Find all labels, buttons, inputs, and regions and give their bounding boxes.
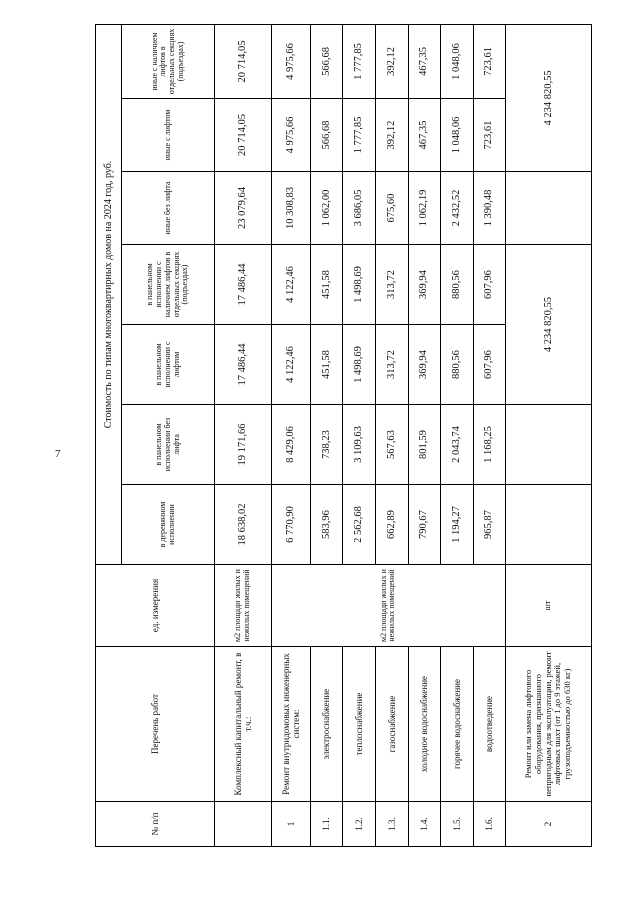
row-unit-group: м2 площади жилых и нежилых помещений	[271, 565, 505, 647]
cell-value: 662,89	[375, 485, 408, 565]
cell-value: 6 770,90	[271, 485, 310, 565]
row-work: газоснабжение	[375, 647, 408, 802]
rotated-table-area	[95, 25, 592, 847]
cell-value: 567,63	[375, 405, 408, 485]
cell-value: 566,68	[310, 24, 343, 98]
cell-value: 467,35	[408, 24, 441, 98]
row-unit: м2 площади жилых и нежилых помещений	[215, 565, 271, 647]
cell-value: 4 122,46	[271, 325, 310, 405]
cell-value: 4 122,46	[271, 245, 310, 325]
row-work: холодное водоснабжение	[408, 647, 441, 802]
header-unit: ед. измерения	[96, 565, 215, 647]
cell-value: 1 048,06	[441, 99, 474, 172]
subheader-other-no-lift: иные без лифта	[122, 172, 215, 245]
header-work: Перечень работ	[96, 647, 215, 802]
cell-value: 1 498,69	[343, 325, 376, 405]
cell-value: 2 562,68	[343, 485, 376, 565]
row-work: Комплексный капитальный ремонт, в т.ч.:	[215, 647, 271, 802]
row-work: горячее водоснабжение	[441, 647, 474, 802]
subheader-panel-no-lift: в панельном исполнении без лифта	[122, 405, 215, 485]
table-row	[473, 24, 506, 846]
cell-value: 1 048,06	[441, 24, 474, 98]
row-work: Ремонт внутридомовых инженерных систем:	[271, 647, 310, 802]
subheader-other-lift: иные с лифтом	[122, 99, 215, 172]
cell-value: 801,59	[408, 405, 441, 485]
cell-value: 8 429,06	[271, 405, 310, 485]
cell-value: 607,96	[473, 245, 506, 325]
cell-value: 17 486,44	[215, 245, 271, 325]
subheader-panel-lift: в панельном исполнении с лифтом	[122, 325, 215, 405]
cell-value: 880,56	[441, 245, 474, 325]
cell-value: 20 714,05	[215, 99, 271, 172]
cell-value: 2 043,74	[441, 405, 474, 485]
cell-value: 10 308,83	[271, 172, 310, 245]
cell-value: 1 168,25	[473, 405, 506, 485]
subheader-wooden: в деревянном исполнении	[122, 485, 215, 565]
row-num	[215, 802, 271, 847]
cell-value: 451,58	[310, 325, 343, 405]
row-num: 1.4.	[408, 802, 441, 847]
cell-value: 313,72	[375, 245, 408, 325]
cell-value: 451,58	[310, 245, 343, 325]
cell-value: 392,12	[375, 24, 408, 98]
cell-value: 566,68	[310, 99, 343, 172]
row-num: 1.2.	[343, 802, 376, 847]
cell-value: 313,72	[375, 325, 408, 405]
row-work: теплоснабжение	[343, 647, 376, 802]
cell-value: 3 109,63	[343, 405, 376, 485]
cell-value: 467,35	[408, 99, 441, 172]
table-row	[441, 24, 474, 846]
cell-value: 1 777,85	[343, 99, 376, 172]
row-num: 1.6.	[473, 802, 506, 847]
cell-value: 738,23	[310, 405, 343, 485]
row-work: Ремонт или замена лифтового оборудования, признанного непригодным для эксплуатации, ремонт лифтовых шахт (от 1 до 9 этажей, грузоподъемностью до 630 кг)	[506, 647, 592, 802]
cell-value: 392,12	[375, 99, 408, 172]
subheader-other-partial-lift: иные с наличием лифтов в отдельных секциях (подъездах)	[122, 24, 215, 98]
cell-value: 790,67	[408, 485, 441, 565]
row-work: электроснабжение	[310, 647, 343, 802]
subheader-panel-partial-lift: в панельном исполнении с наличием лифтов в отдельных секциях (подъездах)	[122, 245, 215, 325]
row-num: 2	[506, 802, 592, 847]
cell-value: 723,61	[473, 99, 506, 172]
table-row	[310, 24, 343, 846]
cost-table	[95, 24, 592, 847]
cell-value: 2 432,52	[441, 172, 474, 245]
cell-value: 18 638,02	[215, 485, 271, 565]
cell-value: 583,96	[310, 485, 343, 565]
cell-value: 23 079,64	[215, 172, 271, 245]
cell-value: 4 975,66	[271, 24, 310, 98]
cell-value: 20 714,05	[215, 24, 271, 98]
header-num: № п/п	[96, 802, 215, 847]
cell-value: 19 171,66	[215, 405, 271, 485]
cell-value	[506, 485, 592, 565]
cell-value: 675,60	[375, 172, 408, 245]
table-row	[408, 24, 441, 846]
row-unit: шт	[506, 565, 592, 647]
cell-value: 3 686,05	[343, 172, 376, 245]
table-row	[506, 24, 592, 846]
cell-value: 1 390,48	[473, 172, 506, 245]
cell-value: 1 777,85	[343, 24, 376, 98]
row-num: 1.1.	[310, 802, 343, 847]
page-number: 7	[55, 448, 61, 460]
cell-value: 1 498,69	[343, 245, 376, 325]
header-cost-caption: Стоимость по типам многоквартирных домов на 2024 год, руб.	[96, 24, 122, 564]
table-row	[215, 24, 271, 846]
cell-value: 17 486,44	[215, 325, 271, 405]
cell-value: 723,61	[473, 24, 506, 98]
cell-value	[506, 172, 592, 245]
row-num: 1.3.	[375, 802, 408, 847]
cell-value: 1 062,19	[408, 172, 441, 245]
cell-value: 1 194,27	[441, 485, 474, 565]
cell-value: 369,94	[408, 245, 441, 325]
cell-value-merged: 4 234 820,55	[506, 24, 592, 171]
row-num: 1.5.	[441, 802, 474, 847]
cell-value: 607,96	[473, 325, 506, 405]
row-num: 1	[271, 802, 310, 847]
cell-value: 4 975,66	[271, 99, 310, 172]
table-row	[343, 24, 376, 846]
cell-value: 880,56	[441, 325, 474, 405]
table-row	[271, 24, 310, 846]
cell-value: 369,94	[408, 325, 441, 405]
cell-value	[506, 405, 592, 485]
table-row	[375, 24, 408, 846]
cell-value-merged: 4 234 820,55	[506, 245, 592, 405]
cell-value: 1 062,00	[310, 172, 343, 245]
cell-value: 965,87	[473, 485, 506, 565]
row-work: водоотведение	[473, 647, 506, 802]
